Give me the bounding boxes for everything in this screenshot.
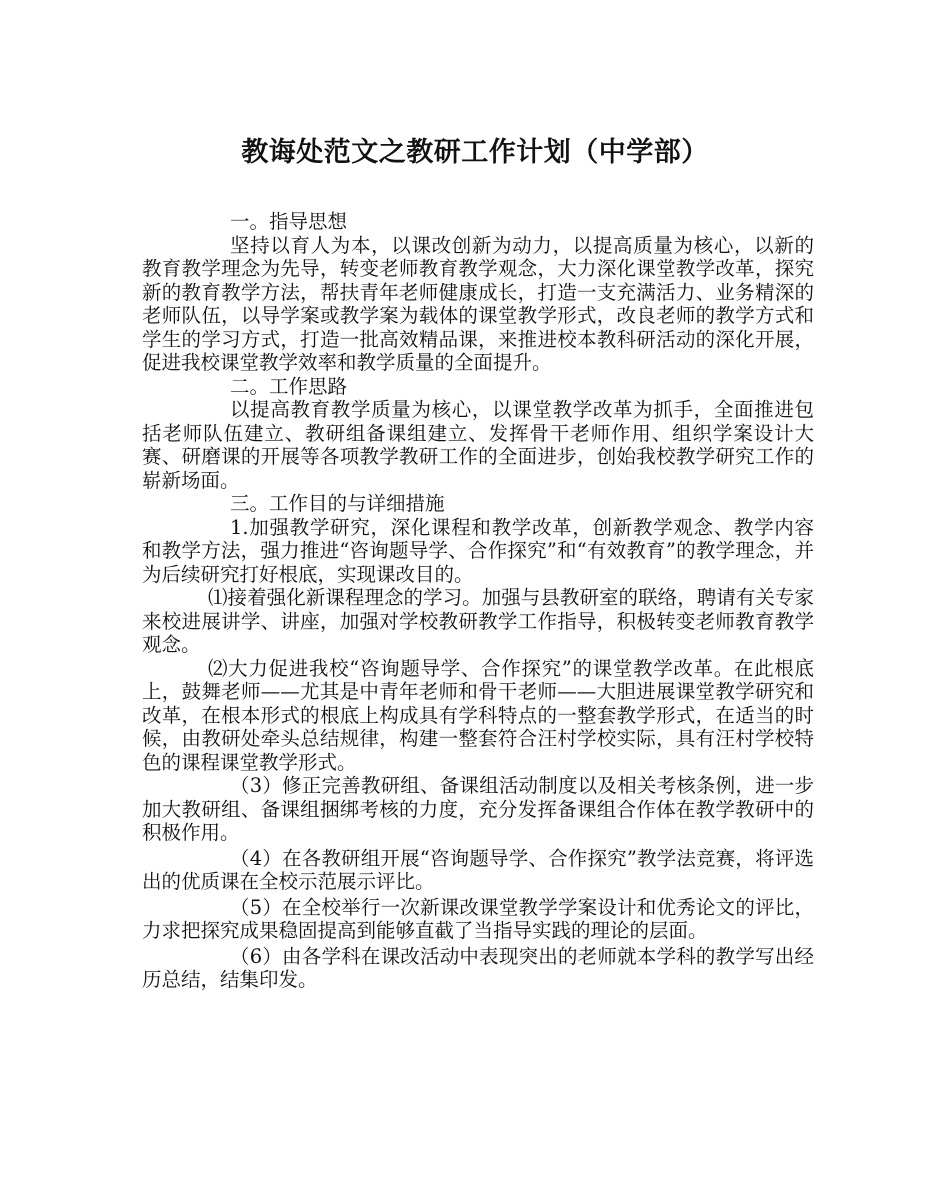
paragraph-sub-item-1: ⑴接着强化新课程理念的学习。加强与县教研室的联络，聘请有关专家来校进展讲学、讲座，加强对学校教研教学工作指导，积极转变老师教育教学观念。: [142, 586, 814, 656]
section-heading-guiding-thought: 一。指导思想: [230, 210, 348, 233]
paragraph-sub-item-3: （3）修正完善教研组、备课组活动制度以及相关考核条例，进一步加大教研组、备课组捆绑考核的力度，充分发挥备课组合作体在教学教研中的积极作用。: [142, 774, 814, 844]
section-heading-work-approach: 二。工作思路: [230, 374, 348, 398]
document-body: [142, 210, 814, 992]
paragraph-item-1: 1.加强教学研究，深化课程和教学改革，创新教学观念、教学内容和教学方法，强力推进“咨询题导学、合作探究”和“有效教育”的教学理念，并为后续研究打好根底，实现课改目的。: [142, 515, 814, 586]
paragraph-sub-item-6: （6）由各学科在课改活动中表现突出的老师就本学科的教学写出经历总结，结集印发。: [142, 944, 814, 991]
paragraph-sub-item-2: ⑵大力促进我校“咨询题导学、合作探究”的课堂教学改革。在此根底上，鼓舞老师——尤其是中青年老师和骨干老师——大胆进展课堂教学研究和改革，在根本形式的根底上构成具有学科特点的一整套教学形式，在适当的时候，由教研处牵头总结规律，构建一整套符合汪村学校实际，具有汪村学校特色的课程课堂教学形式。: [142, 656, 814, 774]
paragraph-sub-item-5: （5）在全校举行一次新课改课堂教学学案设计和优秀论文的评比，力求把探究成果稳固提高到能够直截了当指导实践的理论的层面。: [142, 895, 814, 942]
paragraph-guiding-thought: 坚持以育人为本，以课改创新为动力，以提高质量为核心，以新的教育教学理念为先导，转变老师教育教学观念，大力深化课堂教学改革，探究新的教育教学方法，帮扶青年老师健康成长，打造一支充满活力、业务精深的老师队伍，以导学案或教学案为载体的课堂教学形式，改良老师的教学方式和学生的学习方式，打造一批高效精品课，来推进校本教科研活动的深化开展，促进我校课堂教学效率和教学质量的全面提升。: [142, 233, 814, 374]
paragraph-sub-item-4: （4）在各教研组开展“咨询题导学、合作探究”教学法竞赛，将评选出的优质课在全校示范展示评比。: [142, 846, 814, 893]
paragraph-work-approach: 以提高教育教学质量为核心，以课堂教学改革为抓手，全面推进包括老师队伍建立、教研组备课组建立、发挥骨干老师作用、组织学案设计大赛、研磨课的开展等各项教学教研工作的全面进步，创始我校教学研究工作的崭新场面。: [142, 398, 814, 492]
section-heading-goals-measures: 三。工作目的与详细措施: [230, 492, 445, 515]
document-title: 教诲处范文之教研工作计划（中学部）: [241, 137, 709, 168]
